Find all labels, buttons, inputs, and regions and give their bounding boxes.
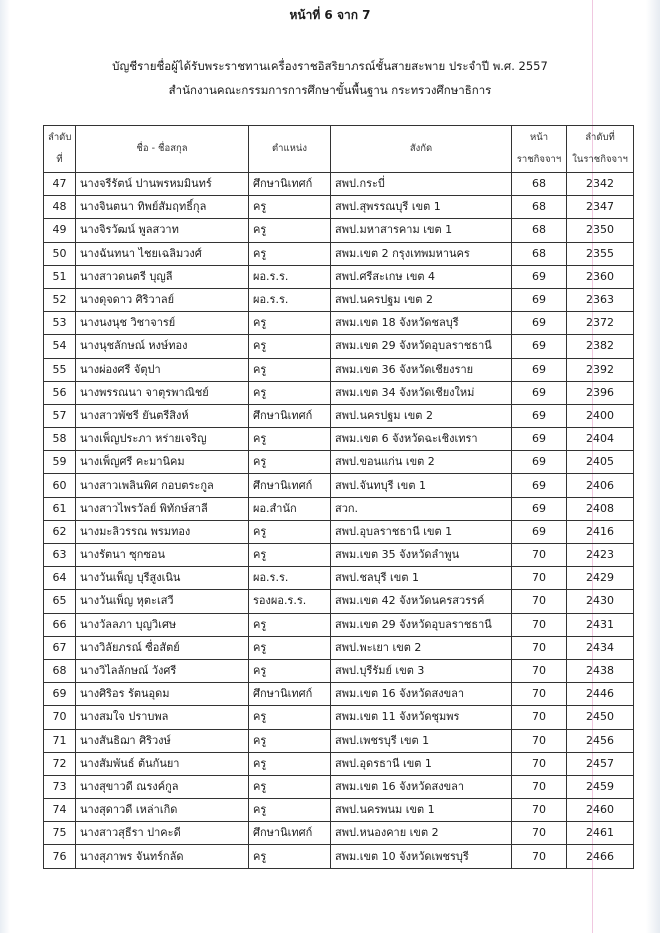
cell-affiliation: สพป.เพชรบุรี เขต 1: [331, 729, 512, 752]
cell-position: ครู: [249, 335, 331, 358]
cell-affiliation: สพม.เขต 34 จังหวัดเชียงใหม่: [331, 381, 512, 404]
table-row: [44, 497, 634, 520]
table-row: [44, 404, 634, 427]
cell-gazette-page: 70: [512, 799, 567, 822]
cell-gazette-page: 70: [512, 706, 567, 729]
cell-name: นางฉันทนา ไชยเฉลิมวงศ์: [76, 242, 249, 265]
cell-name: นางสาวพัชรี ยันตรีสิงห์: [76, 404, 249, 427]
cell-affiliation: สพม.เขต 36 จังหวัดเชียงราย: [331, 358, 512, 381]
cell-name: นางสัมพันธ์ ต้นกันยา: [76, 752, 249, 775]
cell-gazette-page: 69: [512, 428, 567, 451]
cell-position: ผอ.สำนัก: [249, 497, 331, 520]
cell-affiliation: สพป.กระบี่: [331, 173, 512, 196]
cell-position: ครู: [249, 775, 331, 798]
cell-affiliation: สพป.มหาสารคาม เขต 1: [331, 219, 512, 242]
cell-affiliation: สพป.จันทบุรี เขต 1: [331, 474, 512, 497]
cell-no: 64: [44, 567, 76, 590]
cell-no: 58: [44, 428, 76, 451]
table-row: [44, 520, 634, 543]
cell-name: นางเพ็ญประภา หร่ายเจริญ: [76, 428, 249, 451]
cell-name: นางผ่องศรี จัตุปา: [76, 358, 249, 381]
cell-position: ครู: [249, 636, 331, 659]
cell-gazette-order: 2461: [567, 822, 634, 845]
cell-gazette-order: 2446: [567, 683, 634, 706]
cell-no: 76: [44, 845, 76, 868]
cell-gazette-page: 70: [512, 729, 567, 752]
cell-gazette-order: 2406: [567, 474, 634, 497]
document-title: บัญชีรายชื่อผู้ได้รับพระราชทานเครื่องราชอิสริยาภรณ์ชั้นสายสะพาย ประจำปี พ.ศ. 2557: [112, 59, 548, 73]
cell-name: นางสันธิฌา ศิริวงษ์: [76, 729, 249, 752]
header-affiliation: สังกัด: [331, 126, 512, 173]
cell-no: 68: [44, 659, 76, 682]
cell-affiliation: สพม.เขต 29 จังหวัดอุบลราชธานี: [331, 613, 512, 636]
cell-no: 74: [44, 799, 76, 822]
cell-gazette-page: 69: [512, 265, 567, 288]
cell-gazette-order: 2450: [567, 706, 634, 729]
table-row: [44, 335, 634, 358]
cell-name: นางสาวดนตรี บุญลี: [76, 265, 249, 288]
cell-name: นางสาวเพลินพิศ กอบตระกูล: [76, 474, 249, 497]
cell-gazette-page: 70: [512, 659, 567, 682]
cell-gazette-page: 68: [512, 242, 567, 265]
table-row: [44, 752, 634, 775]
cell-gazette-order: 2429: [567, 567, 634, 590]
cell-name: นางวัลลภา บุญวิเศษ: [76, 613, 249, 636]
cell-gazette-order: 2456: [567, 729, 634, 752]
cell-gazette-order: 2360: [567, 265, 634, 288]
cell-no: 57: [44, 404, 76, 427]
cell-affiliation: สพป.หนองคาย เขต 2: [331, 822, 512, 845]
cell-gazette-page: 68: [512, 219, 567, 242]
table-row: [44, 683, 634, 706]
table-row: [44, 219, 634, 242]
cell-affiliation: สวก.: [331, 497, 512, 520]
cell-affiliation: สพป.พะเยา เขต 2: [331, 636, 512, 659]
cell-affiliation: สพม.เขต 10 จังหวัดเพชรบุรี: [331, 845, 512, 868]
cell-affiliation: สพม.เขต 2 กรุงเทพมหานคร: [331, 242, 512, 265]
table-row: [44, 775, 634, 798]
cell-position: ครู: [249, 544, 331, 567]
document-subtitle: สำนักงานคณะกรรมการการศึกษาขั้นพื้นฐาน กระทรวงศึกษาธิการ: [168, 83, 492, 97]
table-row: [44, 636, 634, 659]
cell-name: นางสุดาวดี เหล่าเกิด: [76, 799, 249, 822]
cell-name: นางวันเพ็ญ หุตะเสวี: [76, 590, 249, 613]
cell-name: นางสุขาวดี ณรงค์กูล: [76, 775, 249, 798]
cell-gazette-page: 69: [512, 474, 567, 497]
cell-gazette-page: 70: [512, 567, 567, 590]
scan-edge-right: [646, 0, 660, 933]
cell-name: นางจรีรัตน์ ปานพรหมมินทร์: [76, 173, 249, 196]
cell-name: นางสาวสุธีรา ปาคะดี: [76, 822, 249, 845]
cell-gazette-page: 70: [512, 845, 567, 868]
cell-gazette-page: 70: [512, 590, 567, 613]
cell-name: นางวันเพ็ญ บุรีสูงเนิน: [76, 567, 249, 590]
cell-no: 67: [44, 636, 76, 659]
cell-no: 59: [44, 451, 76, 474]
cell-affiliation: สพป.นครปฐม เขต 2: [331, 288, 512, 311]
cell-gazette-page: 69: [512, 381, 567, 404]
cell-position: ครู: [249, 799, 331, 822]
cell-name: นางนงนุช วิชาจารย์: [76, 312, 249, 335]
header-order-line2: ในราชกิจจาฯ: [572, 154, 628, 165]
table-row: [44, 845, 634, 868]
cell-gazette-page: 70: [512, 752, 567, 775]
cell-position: ศึกษานิเทศก์: [249, 173, 331, 196]
cell-no: 48: [44, 196, 76, 219]
cell-gazette-order: 2372: [567, 312, 634, 335]
cell-name: นางวิลัยภรณ์ ซื่อสัตย์: [76, 636, 249, 659]
cell-position: ครู: [249, 613, 331, 636]
cell-no: 72: [44, 752, 76, 775]
cell-no: 51: [44, 265, 76, 288]
cell-position: ครู: [249, 706, 331, 729]
header-order-line1: ลำดับที่: [585, 132, 615, 143]
cell-no: 60: [44, 474, 76, 497]
cell-gazette-order: 2342: [567, 173, 634, 196]
cell-no: 63: [44, 544, 76, 567]
cell-gazette-page: 70: [512, 613, 567, 636]
cell-position: ครู: [249, 729, 331, 752]
cell-affiliation: สพป.สุพรรณบุรี เขต 1: [331, 196, 512, 219]
roster-body: [44, 173, 634, 869]
table-row: [44, 428, 634, 451]
cell-name: นางศิริอร รัตนอุดม: [76, 683, 249, 706]
cell-no: 53: [44, 312, 76, 335]
header-page-line1: หน้า: [529, 132, 549, 143]
cell-affiliation: สพม.เขต 11 จังหวัดชุมพร: [331, 706, 512, 729]
cell-position: ผอ.ร.ร.: [249, 265, 331, 288]
cell-gazette-order: 2430: [567, 590, 634, 613]
cell-no: 61: [44, 497, 76, 520]
cell-no: 70: [44, 706, 76, 729]
cell-no: 71: [44, 729, 76, 752]
cell-gazette-order: 2438: [567, 659, 634, 682]
cell-no: 55: [44, 358, 76, 381]
cell-name: นางรัตนา ซุกซอน: [76, 544, 249, 567]
cell-gazette-order: 2405: [567, 451, 634, 474]
header-name: ชื่อ - ชื่อสกุล: [76, 126, 249, 173]
cell-gazette-order: 2466: [567, 845, 634, 868]
cell-position: ครู: [249, 451, 331, 474]
cell-position: รองผอ.ร.ร.: [249, 590, 331, 613]
header-gazette-page: [512, 126, 567, 173]
header-no-line2: ที่: [56, 154, 63, 165]
cell-affiliation: สพม.เขต 42 จังหวัดนครสวรรค์: [331, 590, 512, 613]
cell-position: ครู: [249, 358, 331, 381]
table-row: [44, 312, 634, 335]
header-page-line2: ราชกิจจาฯ: [516, 154, 562, 165]
cell-gazette-order: 2350: [567, 219, 634, 242]
cell-gazette-page: 69: [512, 404, 567, 427]
cell-gazette-page: 68: [512, 196, 567, 219]
cell-position: ศึกษานิเทศก์: [249, 474, 331, 497]
table-row: [44, 544, 634, 567]
cell-gazette-page: 69: [512, 335, 567, 358]
cell-name: นางดุจดาว ศิริวาลย์: [76, 288, 249, 311]
cell-affiliation: สพป.อุบลราชธานี เขต 1: [331, 520, 512, 543]
roster-table: [43, 125, 634, 869]
cell-gazette-page: 68: [512, 173, 567, 196]
cell-affiliation: สพม.เขต 18 จังหวัดชลบุรี: [331, 312, 512, 335]
table-row: [44, 799, 634, 822]
cell-name: นางสมใจ ปราบพล: [76, 706, 249, 729]
cell-position: ครู: [249, 845, 331, 868]
cell-gazette-page: 69: [512, 358, 567, 381]
cell-no: 66: [44, 613, 76, 636]
cell-gazette-order: 2423: [567, 544, 634, 567]
cell-affiliation: สพป.นครพนม เขต 1: [331, 799, 512, 822]
cell-affiliation: สพป.ศรีสะเกษ เขต 4: [331, 265, 512, 288]
cell-position: ผอ.ร.ร.: [249, 288, 331, 311]
cell-gazette-page: 69: [512, 312, 567, 335]
cell-position: ครู: [249, 381, 331, 404]
cell-name: นางพรรณนา จาตุรพาณิชย์: [76, 381, 249, 404]
cell-no: 65: [44, 590, 76, 613]
table-row: [44, 567, 634, 590]
table-row: [44, 451, 634, 474]
cell-gazette-order: 2404: [567, 428, 634, 451]
cell-no: 49: [44, 219, 76, 242]
cell-no: 47: [44, 173, 76, 196]
cell-position: ครู: [249, 196, 331, 219]
cell-name: นางวิไลลักษณ์ วังศรี: [76, 659, 249, 682]
cell-affiliation: สพม.เขต 16 จังหวัดสงขลา: [331, 683, 512, 706]
cell-no: 69: [44, 683, 76, 706]
cell-gazette-order: 2363: [567, 288, 634, 311]
cell-name: นางมะลิวรรณ พรมทอง: [76, 520, 249, 543]
cell-gazette-page: 70: [512, 822, 567, 845]
cell-name: นางเพ็ญศรี คะมานิคม: [76, 451, 249, 474]
table-row: [44, 706, 634, 729]
table-row: [44, 265, 634, 288]
table-row: [44, 381, 634, 404]
table-row: [44, 729, 634, 752]
header-position: ตำแหน่ง: [249, 126, 331, 173]
table-row: [44, 613, 634, 636]
table-row: [44, 474, 634, 497]
cell-position: ครู: [249, 520, 331, 543]
cell-position: ครู: [249, 242, 331, 265]
header-gazette-order: [567, 126, 634, 173]
table-row: [44, 590, 634, 613]
cell-position: ครู: [249, 752, 331, 775]
cell-no: 75: [44, 822, 76, 845]
cell-name: นางนุชลักษณ์ หงษ์ทอง: [76, 335, 249, 358]
cell-no: 62: [44, 520, 76, 543]
cell-gazette-order: 2408: [567, 497, 634, 520]
scan-edge-left: [0, 0, 10, 933]
cell-gazette-order: 2416: [567, 520, 634, 543]
cell-name: นางสุภาพร จันทร์กลัด: [76, 845, 249, 868]
cell-position: ผอ.ร.ร.: [249, 567, 331, 590]
cell-affiliation: สพป.บุรีรัมย์ เขต 3: [331, 659, 512, 682]
cell-name: นางจินตนา ทิพย์สัมฤทธิ์กุล: [76, 196, 249, 219]
cell-position: ศึกษานิเทศก์: [249, 404, 331, 427]
cell-no: 52: [44, 288, 76, 311]
cell-gazette-page: 70: [512, 775, 567, 798]
table-row: [44, 659, 634, 682]
cell-no: 56: [44, 381, 76, 404]
cell-gazette-order: 2355: [567, 242, 634, 265]
cell-gazette-order: 2396: [567, 381, 634, 404]
cell-affiliation: สพม.เขต 16 จังหวัดสงขลา: [331, 775, 512, 798]
cell-gazette-page: 70: [512, 636, 567, 659]
cell-gazette-order: 2400: [567, 404, 634, 427]
table-row: [44, 196, 634, 219]
table-row: [44, 358, 634, 381]
cell-position: ครู: [249, 428, 331, 451]
cell-name: นางจิรวัฒน์ พูลสวาท: [76, 219, 249, 242]
cell-affiliation: สพป.นครปฐม เขต 2: [331, 404, 512, 427]
cell-position: ครู: [249, 219, 331, 242]
cell-name: นางสาวไพรวัลย์ พิทักษ์สาลี: [76, 497, 249, 520]
cell-affiliation: สพม.เขต 35 จังหวัดลำพูน: [331, 544, 512, 567]
cell-affiliation: สพม.เขต 29 จังหวัดอุบลราชธานี: [331, 335, 512, 358]
cell-gazette-page: 69: [512, 288, 567, 311]
cell-gazette-order: 2434: [567, 636, 634, 659]
cell-affiliation: สพป.ขอนแก่น เขต 2: [331, 451, 512, 474]
table-row: [44, 822, 634, 845]
table-row: [44, 173, 634, 196]
cell-gazette-order: 2347: [567, 196, 634, 219]
cell-position: ศึกษานิเทศก์: [249, 683, 331, 706]
cell-position: ครู: [249, 659, 331, 682]
cell-no: 73: [44, 775, 76, 798]
cell-no: 50: [44, 242, 76, 265]
cell-gazette-order: 2382: [567, 335, 634, 358]
cell-gazette-page: 70: [512, 683, 567, 706]
cell-gazette-page: 69: [512, 451, 567, 474]
page-number: หน้าที่ 6 จาก 7: [289, 8, 371, 22]
header-no: [44, 126, 76, 173]
cell-position: ศึกษานิเทศก์: [249, 822, 331, 845]
cell-gazette-page: 70: [512, 544, 567, 567]
cell-no: 54: [44, 335, 76, 358]
cell-gazette-order: 2392: [567, 358, 634, 381]
cell-gazette-order: 2460: [567, 799, 634, 822]
cell-affiliation: สพม.เขต 6 จังหวัดฉะเชิงเทรา: [331, 428, 512, 451]
cell-position: ครู: [249, 312, 331, 335]
cell-gazette-order: 2457: [567, 752, 634, 775]
table-row: [44, 288, 634, 311]
cell-gazette-page: 69: [512, 520, 567, 543]
header-no-line1: ลำดับ: [48, 132, 72, 143]
cell-gazette-order: 2459: [567, 775, 634, 798]
table-row: [44, 242, 634, 265]
cell-gazette-page: 69: [512, 497, 567, 520]
table-header-row: [44, 126, 634, 173]
cell-gazette-order: 2431: [567, 613, 634, 636]
cell-affiliation: สพป.อุดรธานี เขต 1: [331, 752, 512, 775]
cell-affiliation: สพป.ชลบุรี เขต 1: [331, 567, 512, 590]
